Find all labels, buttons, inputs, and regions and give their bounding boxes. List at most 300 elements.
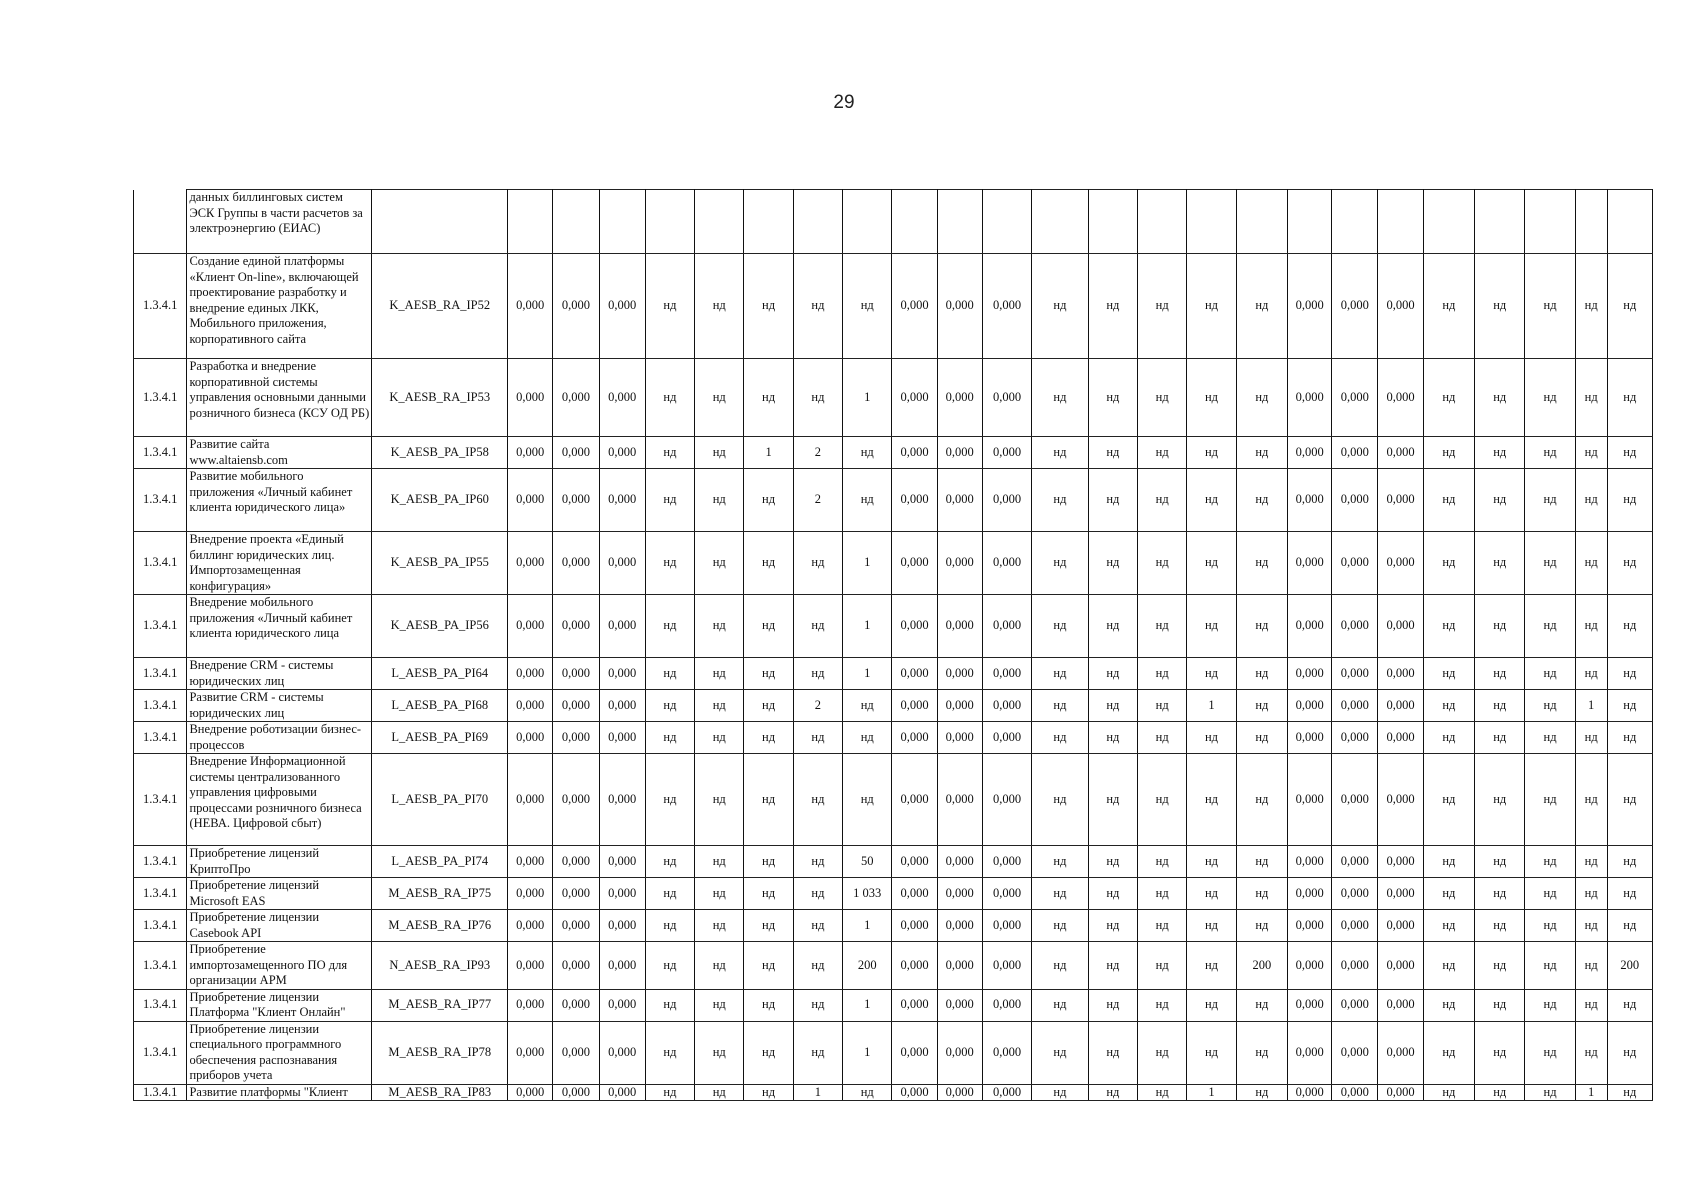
value-cell: нд (1575, 437, 1607, 469)
value-cell: нд (1236, 658, 1287, 690)
value-cell: нд (1607, 359, 1652, 437)
value-cell: нд (1475, 1084, 1525, 1101)
table-body (134, 190, 1653, 1101)
value-cell: 0,000 (599, 469, 645, 532)
value-cell: 0,000 (1288, 754, 1332, 846)
value-cell: 0,000 (553, 532, 599, 595)
value-cell: 0,000 (1288, 910, 1332, 942)
value-cell: 0,000 (982, 532, 1031, 595)
value-cell: нд (1138, 878, 1187, 910)
value-cell: 0,000 (599, 595, 645, 658)
value-cell: 200 (1236, 942, 1287, 990)
value-cell: 0,000 (892, 359, 937, 437)
value-cell: 0,000 (508, 722, 553, 754)
value-cell: нд (744, 1084, 793, 1101)
value-cell: нд (1475, 532, 1525, 595)
table-row (134, 469, 1653, 532)
project-name-cell: Разработка и внедрение корпоративной системы управления основными данными розничного бизнеса (КСУ ОД РБ) (187, 359, 372, 437)
value-cell: 0,000 (508, 690, 553, 722)
value-cell: нд (1423, 359, 1474, 437)
value-cell: нд (744, 754, 793, 846)
value-cell: нд (1475, 1021, 1525, 1084)
value-cell: 0,000 (1332, 658, 1378, 690)
table-row (134, 1084, 1653, 1101)
value-cell: 0,000 (1378, 532, 1423, 595)
value-cell: 0,000 (553, 754, 599, 846)
value-cell: 0,000 (1332, 754, 1378, 846)
value-cell: 0,000 (937, 722, 982, 754)
value-cell: нд (1236, 989, 1287, 1021)
value-cell: 0,000 (599, 942, 645, 990)
value-cell: нд (695, 658, 744, 690)
value-cell: нд (1525, 359, 1575, 437)
value-cell: 0,000 (1288, 878, 1332, 910)
value-cell: 0,000 (982, 754, 1031, 846)
project-code-cell: K_AESB_PA_IP55 (372, 532, 508, 595)
value-cell: нд (1138, 532, 1187, 595)
value-cell: нд (1525, 254, 1575, 359)
value-cell: нд (793, 722, 842, 754)
value-cell: 1 (843, 359, 892, 437)
value-cell: нд (744, 910, 793, 942)
project-code-cell: L_AESB_PA_PI70 (372, 754, 508, 846)
value-cell: нд (744, 942, 793, 990)
value-cell: нд (1032, 754, 1089, 846)
value-cell: нд (1236, 1021, 1287, 1084)
value-cell: 2 (793, 469, 842, 532)
project-code-cell: K_AESB_PA_IP58 (372, 437, 508, 469)
value-cell: 0,000 (892, 1021, 937, 1084)
value-cell (1187, 190, 1236, 254)
value-cell: нд (1575, 254, 1607, 359)
value-cell: 0,000 (937, 1084, 982, 1101)
value-cell: 0,000 (982, 658, 1031, 690)
project-name-cell: Приобретение лицензии специального программного обеспечения распознавания приборов учета (187, 1021, 372, 1084)
value-cell: 0,000 (1378, 910, 1423, 942)
value-cell: нд (1423, 690, 1474, 722)
value-cell: нд (695, 437, 744, 469)
project-code-cell (372, 190, 508, 254)
value-cell: 0,000 (508, 658, 553, 690)
value-cell: нд (744, 1021, 793, 1084)
value-cell: 0,000 (937, 658, 982, 690)
value-cell: 0,000 (508, 754, 553, 846)
value-cell: нд (1525, 754, 1575, 846)
value-cell: нд (1575, 910, 1607, 942)
value-cell: нд (793, 359, 842, 437)
table-row (134, 190, 1653, 254)
table-row (134, 989, 1653, 1021)
value-cell: нд (1032, 254, 1089, 359)
project-code-cell: L_AESB_PA_PI64 (372, 658, 508, 690)
value-cell: 0,000 (982, 878, 1031, 910)
project-name-cell: Внедрение Информационной системы централизованного управления цифровыми процессами розничного бизнеса (НЕВА. Цифровой сбыт) (187, 754, 372, 846)
table-row (134, 690, 1653, 722)
value-cell: 0,000 (599, 846, 645, 878)
value-cell (892, 190, 937, 254)
value-cell: нд (1236, 878, 1287, 910)
table-row (134, 846, 1653, 878)
value-cell: 0,000 (892, 942, 937, 990)
value-cell: 1 (1187, 690, 1236, 722)
value-cell: 0,000 (892, 846, 937, 878)
value-cell: нд (1032, 989, 1089, 1021)
project-code-cell: K_AESB_PA_IP60 (372, 469, 508, 532)
value-cell: нд (1138, 690, 1187, 722)
value-cell (1088, 190, 1137, 254)
value-cell: нд (1088, 359, 1137, 437)
value-cell: 0,000 (1288, 1021, 1332, 1084)
value-cell: нд (1525, 658, 1575, 690)
value-cell: нд (1575, 1021, 1607, 1084)
value-cell: нд (1575, 532, 1607, 595)
value-cell: нд (1575, 469, 1607, 532)
value-cell: нд (645, 722, 694, 754)
value-cell: нд (1525, 942, 1575, 990)
value-cell: 0,000 (553, 989, 599, 1021)
value-cell: 0,000 (1378, 942, 1423, 990)
project-name-cell: Развитие сайта www.altaiensb.com (187, 437, 372, 469)
value-cell: нд (1423, 878, 1474, 910)
value-cell: нд (1423, 595, 1474, 658)
value-cell: 0,000 (937, 910, 982, 942)
value-cell: нд (1088, 658, 1137, 690)
value-cell: 0,000 (1378, 722, 1423, 754)
page-number: 29 (833, 92, 855, 113)
value-cell: нд (1187, 846, 1236, 878)
value-cell: нд (1138, 469, 1187, 532)
value-cell: нд (1525, 469, 1575, 532)
value-cell: нд (1187, 722, 1236, 754)
value-cell: нд (1088, 878, 1137, 910)
value-cell (793, 190, 842, 254)
value-cell: нд (793, 910, 842, 942)
value-cell (645, 190, 694, 254)
table-row (134, 532, 1653, 595)
value-cell: 0,000 (937, 1021, 982, 1084)
value-cell: нд (843, 469, 892, 532)
value-cell: 0,000 (937, 878, 982, 910)
value-cell: нд (793, 754, 842, 846)
row-number-cell: 1.3.4.1 (134, 532, 187, 595)
value-cell: нд (1032, 690, 1089, 722)
value-cell: 0,000 (553, 1021, 599, 1084)
value-cell: нд (1032, 910, 1089, 942)
value-cell: нд (1575, 359, 1607, 437)
value-cell (1607, 190, 1652, 254)
value-cell: нд (1187, 878, 1236, 910)
value-cell: 0,000 (982, 1021, 1031, 1084)
value-cell: нд (1475, 469, 1525, 532)
value-cell: нд (645, 658, 694, 690)
value-cell: 1 (843, 595, 892, 658)
project-name-cell: Развитие платформы "Клиент (187, 1084, 372, 1101)
value-cell: нд (1236, 532, 1287, 595)
value-cell: 0,000 (599, 359, 645, 437)
value-cell: нд (695, 910, 744, 942)
value-cell: 0,000 (553, 359, 599, 437)
value-cell (1236, 190, 1287, 254)
value-cell: нд (1032, 658, 1089, 690)
value-cell: нд (744, 722, 793, 754)
value-cell: 0,000 (508, 595, 553, 658)
value-cell: нд (1088, 690, 1137, 722)
value-cell: нд (1525, 910, 1575, 942)
value-cell: 0,000 (982, 437, 1031, 469)
value-cell: 0,000 (1378, 359, 1423, 437)
value-cell: 1 (843, 910, 892, 942)
value-cell: 0,000 (1332, 989, 1378, 1021)
value-cell (843, 190, 892, 254)
value-cell: нд (1423, 910, 1474, 942)
table-row (134, 910, 1653, 942)
value-cell: нд (843, 437, 892, 469)
value-cell (599, 190, 645, 254)
value-cell: 50 (843, 846, 892, 878)
row-number-cell: 1.3.4.1 (134, 1084, 187, 1101)
value-cell: 0,000 (1288, 595, 1332, 658)
value-cell: 0,000 (982, 690, 1031, 722)
value-cell: 0,000 (599, 437, 645, 469)
value-cell: нд (645, 910, 694, 942)
value-cell: нд (1088, 1021, 1137, 1084)
project-name-cell: Приобретение импортозамещенного ПО для организации АРМ (187, 942, 372, 990)
value-cell: 0,000 (937, 254, 982, 359)
value-cell: 0,000 (1332, 1021, 1378, 1084)
project-code-cell: K_AESB_RA_IP53 (372, 359, 508, 437)
value-cell: нд (645, 878, 694, 910)
value-cell: 0,000 (553, 658, 599, 690)
value-cell: 0,000 (892, 437, 937, 469)
value-cell: нд (1032, 846, 1089, 878)
value-cell: 0,000 (553, 690, 599, 722)
table-row (134, 595, 1653, 658)
value-cell (1423, 190, 1474, 254)
value-cell: нд (1032, 1084, 1089, 1101)
value-cell (508, 190, 553, 254)
project-code-cell: M_AESB_RA_IP83 (372, 1084, 508, 1101)
value-cell: нд (1032, 722, 1089, 754)
value-cell: нд (695, 595, 744, 658)
value-cell: нд (1475, 690, 1525, 722)
value-cell: нд (1423, 754, 1474, 846)
value-cell: нд (1187, 910, 1236, 942)
value-cell: нд (1088, 1084, 1137, 1101)
project-name-cell: Создание единой платформы «Клиент On-line», включающей проектирование разработку и внедрение единых ЛКК, Мобильного приложения, корпоративного сайта (187, 254, 372, 359)
value-cell: нд (645, 359, 694, 437)
value-cell: нд (695, 359, 744, 437)
value-cell: нд (1138, 437, 1187, 469)
value-cell: 0,000 (1332, 595, 1378, 658)
value-cell: нд (645, 846, 694, 878)
value-cell: нд (1575, 722, 1607, 754)
value-cell: нд (1607, 658, 1652, 690)
value-cell: 1 033 (843, 878, 892, 910)
value-cell: нд (1607, 595, 1652, 658)
value-cell: 0,000 (937, 754, 982, 846)
value-cell: 0,000 (1288, 254, 1332, 359)
table-row (134, 437, 1653, 469)
value-cell: 0,000 (553, 878, 599, 910)
value-cell: нд (1423, 989, 1474, 1021)
value-cell (982, 190, 1031, 254)
value-cell: нд (1088, 254, 1137, 359)
value-cell: нд (645, 437, 694, 469)
value-cell: нд (1423, 254, 1474, 359)
value-cell: 0,000 (937, 469, 982, 532)
project-code-cell: M_AESB_RA_IP75 (372, 878, 508, 910)
value-cell: 0,000 (508, 254, 553, 359)
value-cell: нд (744, 595, 793, 658)
value-cell: нд (695, 754, 744, 846)
value-cell (695, 190, 744, 254)
value-cell: 0,000 (937, 989, 982, 1021)
value-cell: нд (645, 690, 694, 722)
project-code-cell: K_AESB_RA_IP52 (372, 254, 508, 359)
value-cell: 2 (793, 690, 842, 722)
value-cell: нд (1525, 532, 1575, 595)
project-code-cell: N_AESB_RA_IP93 (372, 942, 508, 990)
value-cell: нд (695, 942, 744, 990)
value-cell: нд (1475, 437, 1525, 469)
value-cell: нд (744, 359, 793, 437)
value-cell: 0,000 (937, 846, 982, 878)
value-cell: нд (1088, 437, 1137, 469)
project-code-cell: M_AESB_RA_IP77 (372, 989, 508, 1021)
row-number-cell: 1.3.4.1 (134, 754, 187, 846)
value-cell: 0,000 (508, 942, 553, 990)
value-cell: нд (1236, 846, 1287, 878)
value-cell: нд (744, 658, 793, 690)
value-cell (1575, 190, 1607, 254)
value-cell: нд (1575, 754, 1607, 846)
value-cell: 1 (1187, 1084, 1236, 1101)
value-cell: нд (1607, 254, 1652, 359)
table-row (134, 359, 1653, 437)
value-cell: нд (1423, 722, 1474, 754)
row-number-cell: 1.3.4.1 (134, 1021, 187, 1084)
value-cell: нд (1088, 532, 1137, 595)
value-cell: нд (1575, 846, 1607, 878)
value-cell: 0,000 (599, 910, 645, 942)
value-cell: 0,000 (508, 469, 553, 532)
value-cell: 0,000 (982, 722, 1031, 754)
value-cell: 0,000 (508, 910, 553, 942)
value-cell: нд (695, 1021, 744, 1084)
value-cell: 0,000 (1288, 437, 1332, 469)
value-cell: 0,000 (599, 1021, 645, 1084)
value-cell: 0,000 (982, 595, 1031, 658)
value-cell: 0,000 (599, 1084, 645, 1101)
value-cell: нд (793, 989, 842, 1021)
value-cell (1332, 190, 1378, 254)
value-cell: 0,000 (599, 690, 645, 722)
value-cell: нд (1525, 1021, 1575, 1084)
value-cell: нд (1138, 1084, 1187, 1101)
value-cell: 0,000 (1288, 846, 1332, 878)
project-name-cell: Внедрение CRM - системы юридических лиц (187, 658, 372, 690)
project-code-cell: K_AESB_PA_IP56 (372, 595, 508, 658)
value-cell: нд (1423, 658, 1474, 690)
value-cell: нд (843, 254, 892, 359)
value-cell: 0,000 (982, 989, 1031, 1021)
value-cell: 0,000 (892, 532, 937, 595)
value-cell: 0,000 (1288, 690, 1332, 722)
value-cell: нд (1138, 989, 1187, 1021)
value-cell: нд (1607, 437, 1652, 469)
project-name-cell: Внедрение роботизации бизнес-процессов (187, 722, 372, 754)
row-number-cell: 1.3.4.1 (134, 359, 187, 437)
value-cell: нд (1236, 1084, 1287, 1101)
value-cell: нд (1475, 989, 1525, 1021)
value-cell: нд (744, 846, 793, 878)
row-number-cell: 1.3.4.1 (134, 658, 187, 690)
value-cell: нд (1475, 910, 1525, 942)
value-cell: 0,000 (937, 595, 982, 658)
project-name-cell: Внедрение проекта «Единый биллинг юридических лиц. Импортозамещенная конфигурация» (187, 532, 372, 595)
value-cell (1525, 190, 1575, 254)
value-cell: 0,000 (892, 254, 937, 359)
value-cell: нд (1525, 878, 1575, 910)
value-cell: нд (1187, 989, 1236, 1021)
value-cell: 200 (843, 942, 892, 990)
value-cell (1378, 190, 1423, 254)
value-cell: 0,000 (1332, 878, 1378, 910)
value-cell: нд (1607, 1021, 1652, 1084)
value-cell: 0,000 (982, 942, 1031, 990)
value-cell: 0,000 (1288, 1084, 1332, 1101)
value-cell: 1 (843, 1021, 892, 1084)
project-name-cell: Приобретение лицензий Microsoft EAS (187, 878, 372, 910)
value-cell: нд (695, 254, 744, 359)
value-cell: 0,000 (508, 846, 553, 878)
row-number-cell: 1.3.4.1 (134, 595, 187, 658)
value-cell: нд (1475, 359, 1525, 437)
value-cell: 0,000 (508, 989, 553, 1021)
value-cell: нд (744, 690, 793, 722)
value-cell: нд (645, 532, 694, 595)
value-cell: нд (645, 1021, 694, 1084)
row-number-cell: 1.3.4.1 (134, 846, 187, 878)
project-name-cell: Приобретение лицензии Платформа "Клиент Онлайн" (187, 989, 372, 1021)
value-cell: 0,000 (937, 690, 982, 722)
value-cell: 0,000 (553, 1084, 599, 1101)
value-cell: 0,000 (1332, 254, 1378, 359)
row-number-cell: 1.3.4.1 (134, 910, 187, 942)
value-cell: 0,000 (1332, 846, 1378, 878)
value-cell: нд (1032, 359, 1089, 437)
value-cell: нд (1423, 1084, 1474, 1101)
value-cell: нд (695, 690, 744, 722)
value-cell: 0,000 (892, 989, 937, 1021)
value-cell: 0,000 (892, 1084, 937, 1101)
value-cell: нд (1607, 532, 1652, 595)
value-cell: 0,000 (599, 754, 645, 846)
value-cell: нд (1187, 754, 1236, 846)
value-cell: нд (1423, 1021, 1474, 1084)
value-cell: 0,000 (892, 595, 937, 658)
value-cell: 0,000 (508, 532, 553, 595)
value-cell (744, 190, 793, 254)
value-cell: 0,000 (1378, 989, 1423, 1021)
value-cell: нд (1138, 595, 1187, 658)
value-cell: нд (645, 469, 694, 532)
value-cell: 0,000 (1378, 846, 1423, 878)
value-cell: нд (1138, 722, 1187, 754)
value-cell: 0,000 (937, 437, 982, 469)
value-cell: нд (1607, 469, 1652, 532)
value-cell: нд (1088, 595, 1137, 658)
